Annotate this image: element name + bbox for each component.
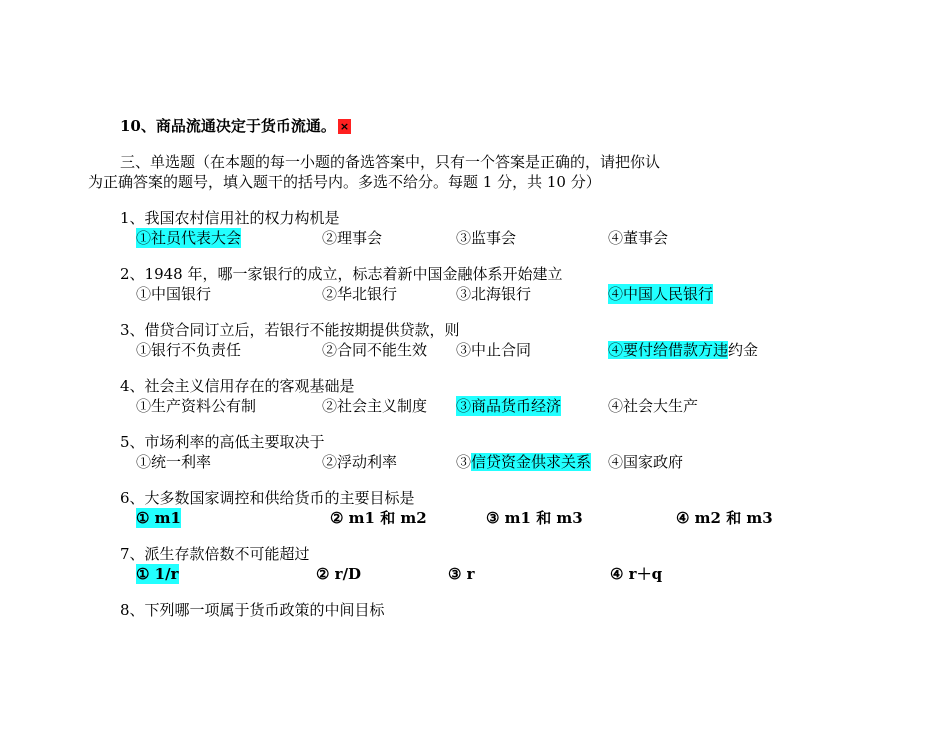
- wrong-mark-icon: ×: [339, 120, 350, 133]
- q3-option-3: ③中止合同: [456, 341, 532, 359]
- question-stem: 2、1948 年，哪一家银行的成立，标志着新中国金融体系开始建立: [120, 265, 563, 283]
- q3-option-4-rest: 约金: [728, 341, 759, 359]
- question-stem: 6、大多数国家调控和供给货币的主要目标是: [120, 489, 415, 507]
- question-stem: 4、社会主义信用存在的客观基础是: [120, 377, 355, 395]
- q1-option-2: ②理事会: [322, 229, 383, 247]
- q6-option-2: ② m1 和 m2: [330, 509, 427, 527]
- q7-option-1: ① 1/r: [136, 565, 179, 583]
- question-stem: 1、我国农村信用社的权力构机是: [120, 209, 340, 227]
- q6-option-4: ④ m2 和 m3: [676, 509, 773, 527]
- question-stem: 7、派生存款倍数不可能超过: [120, 545, 310, 563]
- q2-option-3: ③北海银行: [456, 285, 532, 303]
- q5-option-2: ②浮动利率: [322, 453, 398, 471]
- q4-option-3: ③商品货币经济: [456, 397, 562, 415]
- q4-option-2: ②社会主义制度: [322, 397, 428, 415]
- q5-option-3: [456, 452, 591, 472]
- q4-option-1: ①生产资料公有制: [136, 397, 257, 415]
- q3-option-1: ①银行不负责任: [136, 341, 242, 359]
- q7-option-4: ④ r＋q: [610, 565, 663, 583]
- q7-option-3: ③ r: [448, 565, 475, 583]
- question-stem: 5、市场利率的高低主要取决于: [120, 433, 325, 451]
- q7-option-2: ② r/D: [316, 565, 362, 583]
- q3-option-4-highlighted: ④要付给借款方违: [608, 341, 729, 359]
- question-stem: 3、借贷合同订立后，若银行不能按期提供贷款，则: [120, 321, 460, 339]
- q2-option-4: ④中国人民银行: [608, 285, 714, 303]
- q5-option-1: ①统一利率: [136, 453, 212, 471]
- q6-option-1: ① m1: [136, 509, 181, 527]
- section-intro-line1: 三、单选题（在本题的每一小题的备选答案中，只有一个答案是正确的，请把你认: [120, 153, 661, 171]
- question-stem: 8、下列哪一项属于货币政策的中间目标: [120, 601, 385, 619]
- q2-option-1: ①中国银行: [136, 285, 212, 303]
- q5-option-4: ④国家政府: [608, 453, 684, 471]
- q1-option-3: ③监事会: [456, 229, 517, 247]
- q3-option-4: [608, 340, 758, 360]
- q2-option-2: ②华北银行: [322, 285, 398, 303]
- q6-option-3: ③ m1 和 m3: [486, 509, 583, 527]
- q1-option-4: ④董事会: [608, 229, 669, 247]
- q5-option-3-highlighted: 信贷资金供求关系: [471, 453, 592, 471]
- q3-option-2: ②合同不能生效: [322, 341, 428, 359]
- q5-option-3-number: ③: [456, 453, 472, 471]
- q10-text: 10、商品流通决定于货币流通。: [120, 117, 336, 135]
- section-intro-line2: 为正确答案的题号，填入题干的括号内。多选不给分。每题 1 分，共 10 分）: [88, 173, 601, 191]
- q10-line: [120, 116, 351, 136]
- q4-option-4: ④社会大生产: [608, 397, 699, 415]
- q1-option-1: ①社员代表大会: [136, 229, 242, 247]
